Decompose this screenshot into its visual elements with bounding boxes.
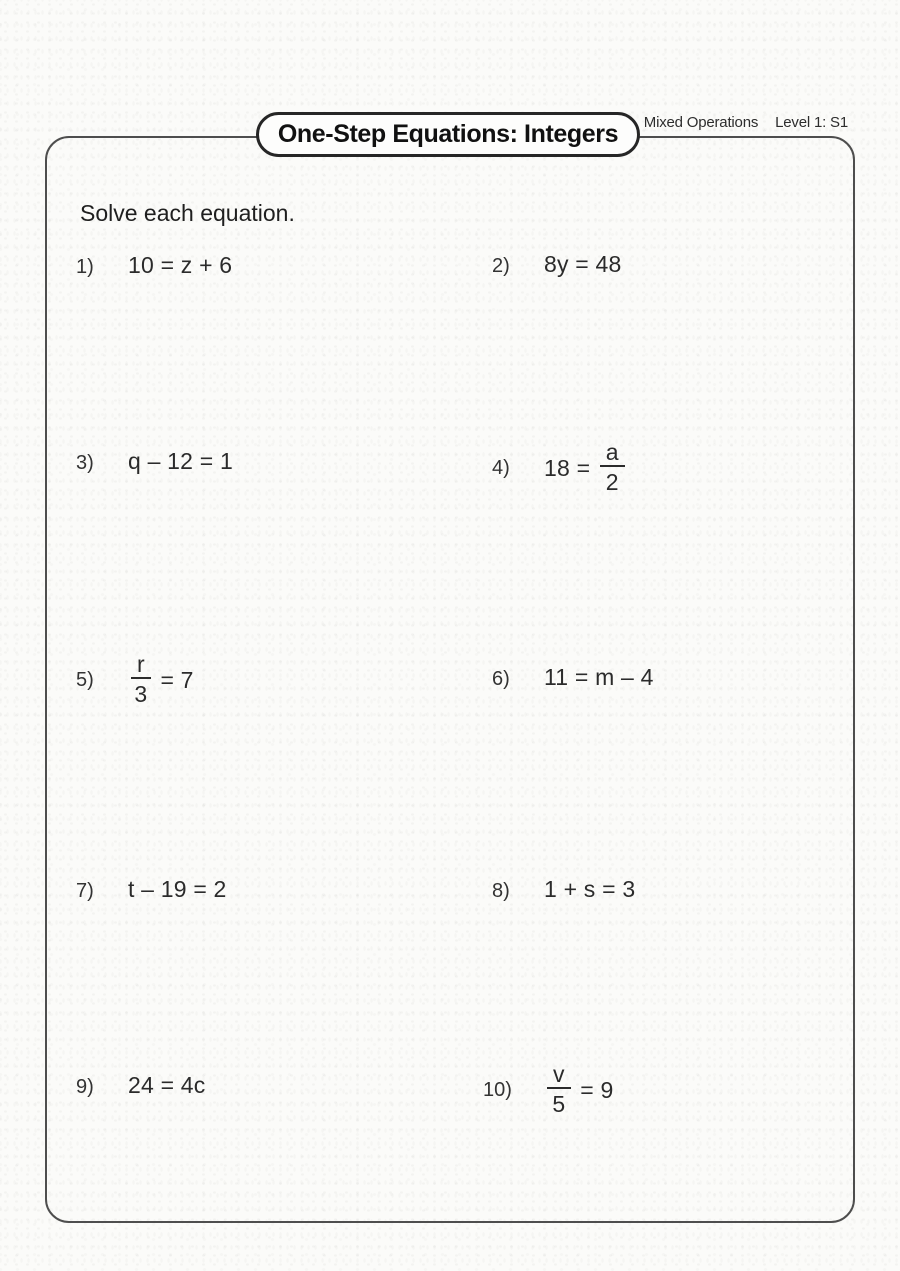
worksheet-level: Level 1: S1	[775, 114, 848, 131]
problem-number: 1)	[76, 256, 94, 278]
equation	[128, 652, 194, 709]
worksheet-title-pill	[256, 112, 640, 157]
problem-item	[76, 252, 232, 279]
fraction-denominator: 2	[605, 469, 619, 496]
problem-item	[483, 1062, 614, 1119]
problem-item	[76, 1072, 206, 1099]
fraction	[131, 652, 151, 709]
problem-number: 6)	[492, 668, 510, 690]
fraction-numerator: a	[600, 440, 625, 467]
fraction	[547, 1062, 571, 1119]
instruction-text: Solve each equation.	[80, 200, 295, 226]
equation-text: q – 12 = 1	[128, 448, 233, 474]
fraction-denominator: 3	[134, 681, 148, 708]
fraction-numerator: r	[131, 652, 151, 679]
equation-text: = 9	[573, 1076, 614, 1103]
equation	[128, 1072, 206, 1099]
page-title: One-Step Equations: Integers	[277, 120, 619, 148]
problem-number: 7)	[76, 880, 94, 902]
equation	[544, 664, 654, 691]
equation	[128, 252, 232, 279]
fraction	[600, 440, 625, 497]
problem-number: 2)	[492, 255, 510, 277]
problem-number: 4)	[492, 456, 510, 479]
equation-text: t – 19 = 2	[128, 876, 227, 902]
equation	[544, 251, 622, 278]
problem-item	[492, 440, 628, 497]
problem-item	[492, 251, 622, 278]
problem-item	[76, 876, 227, 903]
problem-number: 3)	[76, 452, 94, 474]
equation-text: 10 = z + 6	[128, 252, 233, 278]
equation-text: = 7	[153, 666, 194, 693]
equation	[544, 1062, 614, 1119]
fraction-denominator: 5	[552, 1091, 566, 1118]
worksheet-category: Mixed Operations	[643, 114, 759, 131]
equation-text: 11 = m – 4	[544, 664, 654, 690]
problem-item	[76, 448, 233, 475]
problem-number: 9)	[76, 1076, 94, 1098]
equation-text: 1 + s = 3	[544, 876, 636, 902]
fraction-numerator: v	[547, 1062, 571, 1089]
equation-text: 18 =	[544, 454, 597, 481]
equation-text: 24 = 4c	[128, 1072, 206, 1098]
problem-number: 10)	[483, 1078, 512, 1101]
problem-item	[492, 876, 635, 903]
problem-item	[76, 652, 194, 709]
problem-item	[492, 664, 654, 691]
equation-text: 8y = 48	[544, 251, 622, 277]
equation	[544, 876, 635, 903]
equation	[128, 448, 233, 475]
equation	[544, 440, 628, 497]
problem-number: 5)	[76, 668, 94, 691]
equation	[128, 876, 227, 903]
header-meta	[644, 114, 848, 131]
problem-number: 8)	[492, 880, 510, 902]
